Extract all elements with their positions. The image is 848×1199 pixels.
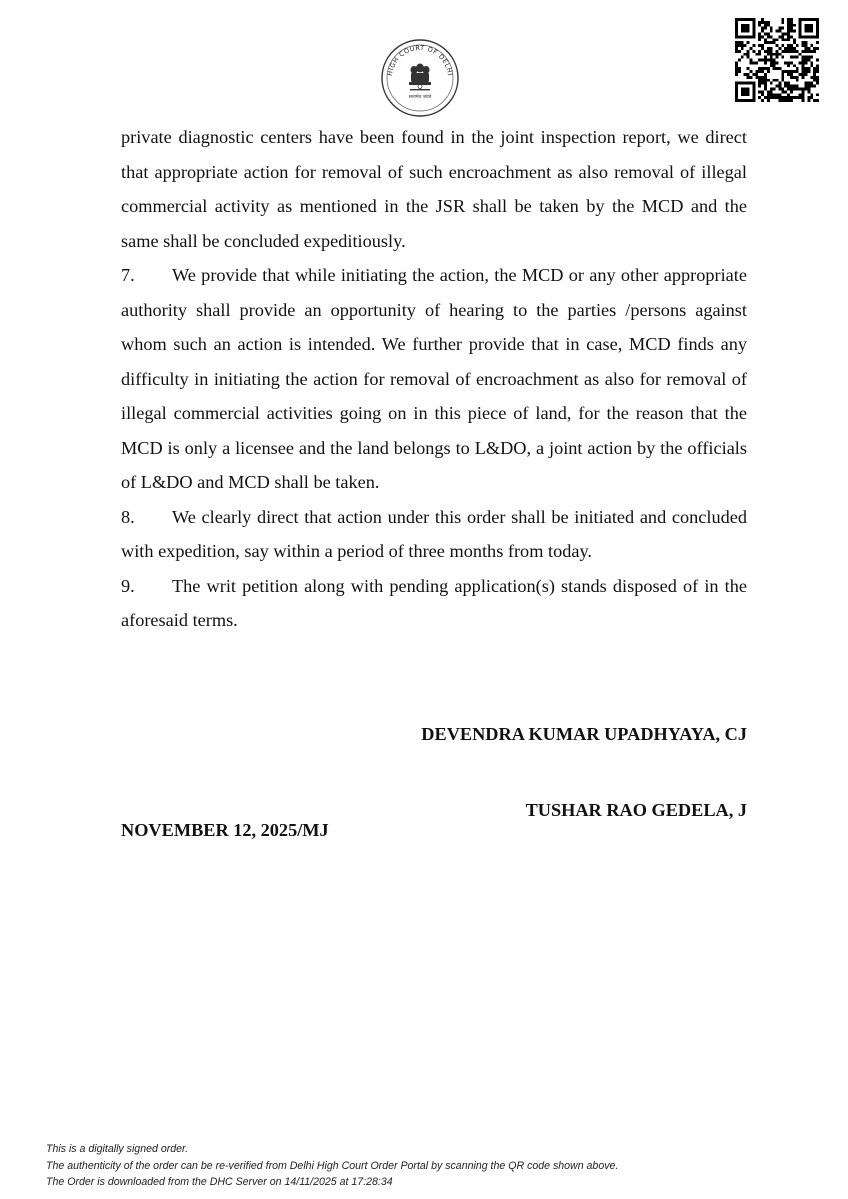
order-date: NOVEMBER 12, 2025/MJ bbox=[121, 820, 329, 840]
paragraph-continued bbox=[121, 120, 747, 258]
paragraph-8 bbox=[121, 500, 747, 569]
footer-line-signed: This is a digitally signed order. bbox=[46, 1143, 189, 1155]
paragraph-text: We provide that while initiating the action, the MCD or any other appropriate authority shall provide an opportunity of hearing to the parties /persons against whom such an action is intended. We further provide that in case, MCD finds any difficulty in initiating the action for removal of encroachment as also for removal of illegal commercial activities going on in this piece of land, for the reason that the MCD is only a licensee and the land belongs to L&DO, a joint action by the officials of L&DO and MCD shall be taken. bbox=[121, 265, 747, 492]
order-body bbox=[121, 120, 747, 638]
paragraph-number: 9. bbox=[121, 575, 135, 596]
paragraph-7 bbox=[121, 258, 747, 500]
seal-motto: सत्यमेव जयते bbox=[408, 95, 432, 100]
footer-line-verify: The authenticity of the order can be re-verified from Delhi High Court Order Portal by scanning the QR code shown above. bbox=[46, 1159, 619, 1172]
paragraph-text: The writ petition along with pending application(s) stands disposed of in the aforesaid terms. bbox=[121, 575, 747, 630]
qr-code-icon[interactable] bbox=[735, 18, 819, 102]
paragraph-text: We clearly direct that action under this order shall be initiated and concluded with expedition, say within a period of three months from today. bbox=[121, 506, 747, 561]
footer-line-download: The Order is downloaded from the DHC Server on 14/11/2025 at 17:28:34 bbox=[46, 1176, 393, 1188]
judge-signature-chief-justice: DEVENDRA KUMAR UPADHYAYA, CJ bbox=[421, 724, 747, 744]
seal-arc-text: HIGH COURT OF DELHI bbox=[386, 43, 454, 77]
court-seal-icon bbox=[380, 38, 460, 118]
paragraph-text: private diagnostic centers have been found in the joint inspection report, we direct that appropriate action for removal of such encroachment as also removal of illegal commercial activity as mentioned in the JSR shall be taken by the MCD and the same shall be concluded expeditiously. bbox=[121, 127, 747, 251]
paragraph-9 bbox=[121, 569, 747, 638]
judge-signature-justice: TUSHAR RAO GEDELA, J bbox=[525, 800, 747, 820]
paragraph-number: 7. bbox=[121, 265, 135, 285]
paragraph-number: 8. bbox=[121, 506, 135, 527]
verification-footer bbox=[46, 1141, 618, 1191]
